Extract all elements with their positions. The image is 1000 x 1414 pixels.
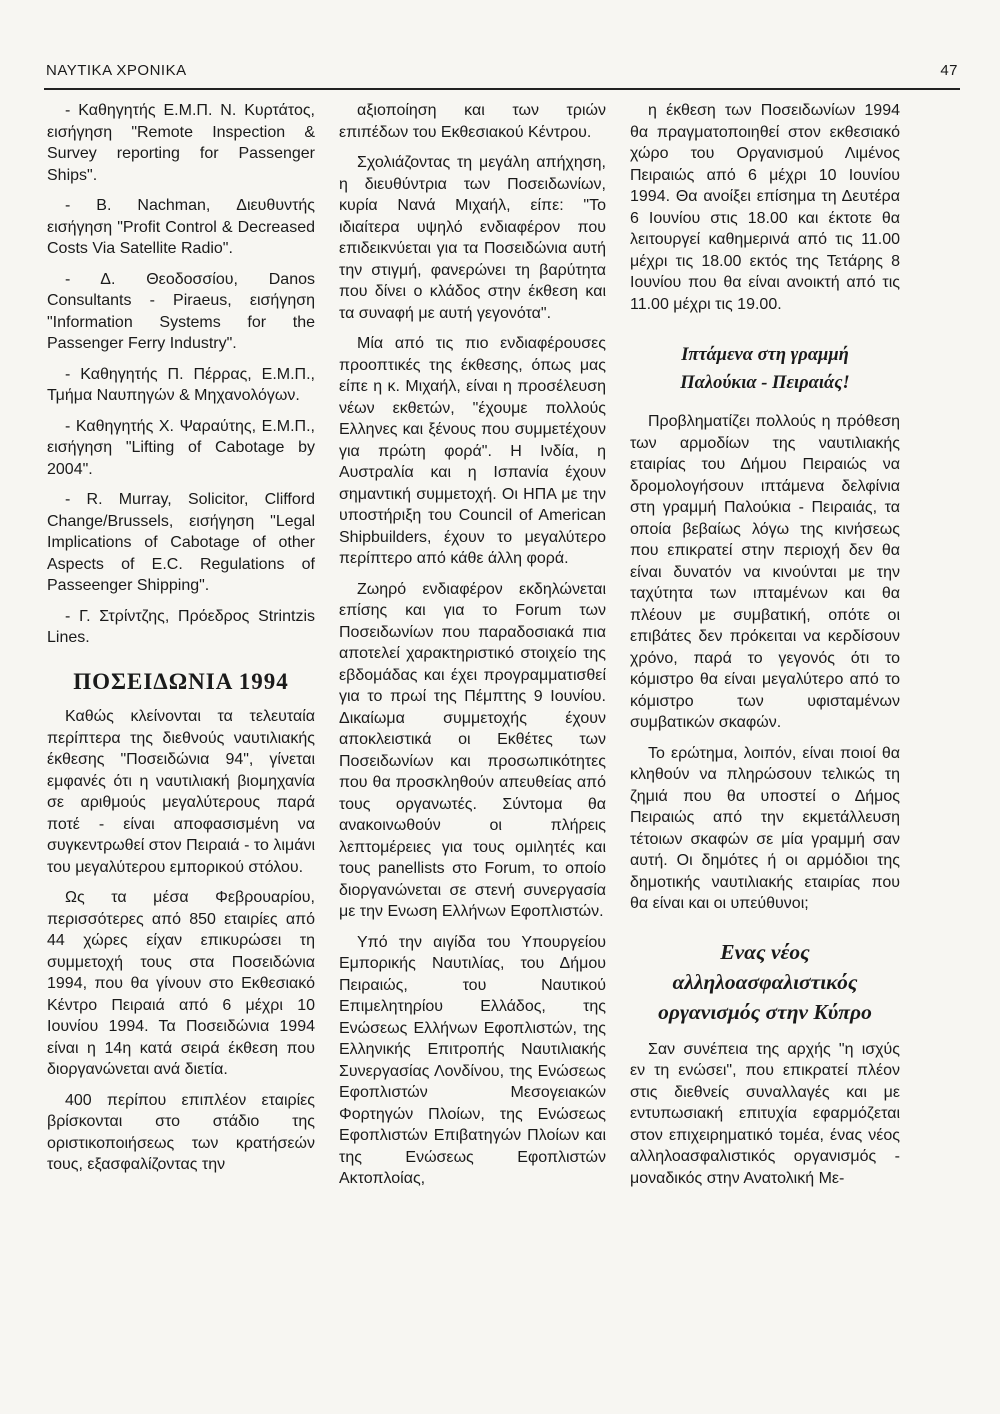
paragraph: Καθώς κλείνονται τα τελευταία περίπτερα της διεθνούς ναυτιλιακής έκθεσης "Ποσειδώνια 94", γίνεται εμφανές ότι η ναυτιλιακή βιομηχανία σε αριθμούς μεγαλύτερους παρά ποτέ - είναι αποφασισμένη να συγκεντρωθεί στον Πειραιά - το λιμάνι του μεγαλύτερου εμπορικού στόλου. (47, 708, 315, 876)
page-number: 47 (940, 62, 958, 79)
section-heading (630, 341, 900, 397)
heading-line: Παλούκια - Πειραιάς! (680, 373, 850, 393)
paragraph: - Καθηγητής Χ. Ψαραύτης, Ε.Μ.Π., εισήγηση "Lifting of Cabotage by 2004". (47, 417, 315, 478)
paragraph: Σαν συνέπεια της αρχής "η ισχύς εν τη ενώσει", που επικρατεί πλέον στις διεθνείς συναλλαγές και με εντυπωσιακή επιτυχία εφαρμόζεται στον επιχειρηματικό τομέα, ένας νέος αλληλοασφαλιστικός οργανισμός - μοναδικός στην Ανατολική Με- (630, 1040, 900, 1187)
heading-line: αλληλοασφαλιστικός (672, 969, 858, 994)
heading-line: οργανισμός στην Κύπρο (658, 999, 872, 1024)
paragraph: Σχολιάζοντας τη μεγάλη απήχηση, η διευθύντρια των Ποσειδωνίων, κυρία Νανά Μιχαήλ, είπε: "Το ιδιαίτερα υψηλό ενδιαφέρον που επιδεικνύεται για τα Ποσειδώνια αυτή την στιγμή, φανερώνει τη βαρύτητα που δίνει ο κλάδος στην έκθεση και τα συναφή με αυτή γεγονότα". (339, 154, 606, 322)
paragraph: Προβληματίζει πολλούς η πρόθεση των αρμοδίων της ναυτιλιακής εταιρίας του Δήμου Πειραιώς να δρομολογήσουν ιπτάμενα δελφίνια στη γραμμή Παλούκια - Πειραιάς, τα οποία βεβαίως λόγω της κινήσεως που επικρατεί στην περιοχή δεν θα είναι δυνατόν να κινούνται με την ταχύτητα των ιπταμένων και θα πλέουν με συμβατική, οπότε οι επιβάτες δεν πρόκειται να κερδίσουν χρόνο, παρά το γεγονός ότι το κόμιστρο θα είναι μεγαλύτερο από το κόμιστρο των υφισταμένων συμβατικών σκαφών. (630, 413, 900, 731)
paragraph: - R. Murray, Solicitor, Clifford Change/Brussels, εισήγηση "Legal Implications of Cabotage of other Aspects of E.C. Regulations of Passeenger Shipping". (47, 491, 315, 594)
paragraph: Ζωηρό ενδιαφέρον εκδηλώνεται επίσης και για το Forum των Ποσειδωνίων που παραδοσιακά πια αποτελεί χαρακτηριστικό στοιχείο της εβδομάδας και έχει προγραμματισθεί για το πρωί της Πέμπτης 9 Ιουνίου. Δικαίωμα συμμετοχής έχουν αποκλειστικά οι Εκθέτες των Ποσειδωνίων και προσωπικότητες που θα προσκληθούν απευθείας από τους οργανωτές. Σύντομα θα ανακοινωθούν οι πλήρεις λεπτομέρειες για τους ομιλητές και τους panellists στο Forum, το οποίο διοργανώνεται σε στενή συνεργασία με την Ενωση Ελλήνων Εφοπλιστών. (339, 580, 606, 920)
column-3 (630, 100, 900, 1198)
paragraph: αξιοποίηση και των τριών επιπέδων του Εκθεσιακού Κέντρου. (339, 102, 606, 141)
heading-line: Ενας νέος (720, 939, 810, 964)
paragraph: Ως τα μέσα Φεβρουαρίου, περισσότερες από 850 εταιρίες από 44 χώρες είχαν επικυρώσει τη συμμετοχή τους στα Ποσειδώνια 1994, που θα γίνουν στο Εκθεσιακό Κέντρο Πειραιά από 6 μέχρι 10 Ιουνίου 1994. Τα Ποσειδώνια 1994 είναι η 14η κατά σειρά έκθεση που διοργανώνεται ανά διετία. (47, 889, 315, 1078)
paragraph: - Γ. Στρίντζης, Πρόεδρος Strintzis Lines. (47, 607, 315, 646)
heading-line: Ιπτάμενα στη γραμμή (681, 345, 849, 365)
paragraph: - Β. Nachman, Διευθυντής εισήγηση "Profit Control & Decreased Costs Via Satellite Radio". (47, 197, 315, 257)
column-2 (339, 100, 606, 1199)
paragraph: 400 περίπου επιπλέον εταιρίες βρίσκονται στο στάδιο της οριστικοποιήσεως των κρατήσεών τους, εξασφαλίζοντας την (47, 1091, 315, 1173)
paragraph: η έκθεση των Ποσειδωνίων 1994 θα πραγματοποιηθεί στον εκθεσιακό χώρο του Οργανισμού Λιμένος Πειραιώς από 6 μέχρι 10 Ιουνίου 1994. Θα ανοίξει επίσημα τη Δευτέρα 6 Ιουνίου στις 18.00 και έκτοτε θα λειτουργεί καθημερινά από τις 11.00 μέχρι τις 18.00 εκτός της Τετάρης 8 Ιουνίου που θα είναι ανοικτή από τις 11.00 μέχρι τις 19.00. (630, 102, 900, 313)
page-header (46, 62, 958, 84)
section-heading (630, 937, 900, 1027)
paragraph: Μία από τις πιο ενδιαφέρουσες προοπτικές της έκθεσης, όπως μας είπε η κ. Μιχαήλ, είναι η προσέλευση νέων εκθετών, "έχουμε πολλούς Ελληνες και ξένους που συμμετέχουν για πρώτη φορά". Η Ινδία, η Αυστραλία και η Ισπανία έχουν σημαντική συμμετοχή. Οι ΗΠΑ με την υποστήριξη του Council of American Shipbuilders, έχουν το μεγαλύτερο περίπτερο από κάθε άλλη φορά. (339, 335, 606, 567)
paragraph: - Καθηγητής Π. Πέρρας, Ε.Μ.Π., Τμήμα Ναυπηγών & Μηχανολόγων. (47, 365, 315, 404)
publication-title: ΝΑΥΤΙΚΑ ΧΡΟΝΙΚΑ (46, 62, 187, 79)
section-heading: ΠΟΣΕΙΔΩΝΙΑ 1994 (73, 668, 289, 694)
header-rule (44, 88, 960, 90)
paragraph: Υπό την αιγίδα του Υπουργείου Εμπορικής Ναυτιλίας, του Δήμου Πειραιώς, του Ναυτικού Επιμελητηρίου Ελλάδος, της Ενώσεως Ελλήνων Εφοπλιστών, της Ελληνικής Επιτροπής Ναυτιλιακής Συνεργασίας Λονδίνου, της Ενώσεως Εφοπλιστών Μεσογειακών Φορτηγών Πλοίων, της Ενώσεως Εφοπλιστών Επιβατηγών Πλοίων και της Ενώσεως Εφοπλιστών Ακτοπλοίας, (339, 933, 606, 1187)
paragraph: Το ερώτημα, λοιπόν, είναι ποιοί θα κληθούν να πληρώσουν τελικώς τη ζημιά που θα υποστεί ο Δήμος Πειραιώς από την εκμετάλλευση τέτοιων σκαφών σε μία γραμμή σαν αυτή. Οι δημότες ή οι αρμόδιοι της δημοτικής ναυτιλιακής εταιρίας που θα είναι και οι υπεύθυνοι; (630, 744, 900, 912)
column-1 (47, 100, 315, 1185)
paragraph: - Δ. Θεοδοσσίου, Danos Consultants - Piraeus, εισήγηση "Information Systems for the Passenger Ferry Industry". (47, 270, 315, 352)
paragraph: - Καθηγητής Ε.Μ.Π. Ν. Κυρτάτος, εισήγηση "Remote Inspection & Survey reporting for Passenger Ships". (47, 102, 315, 184)
